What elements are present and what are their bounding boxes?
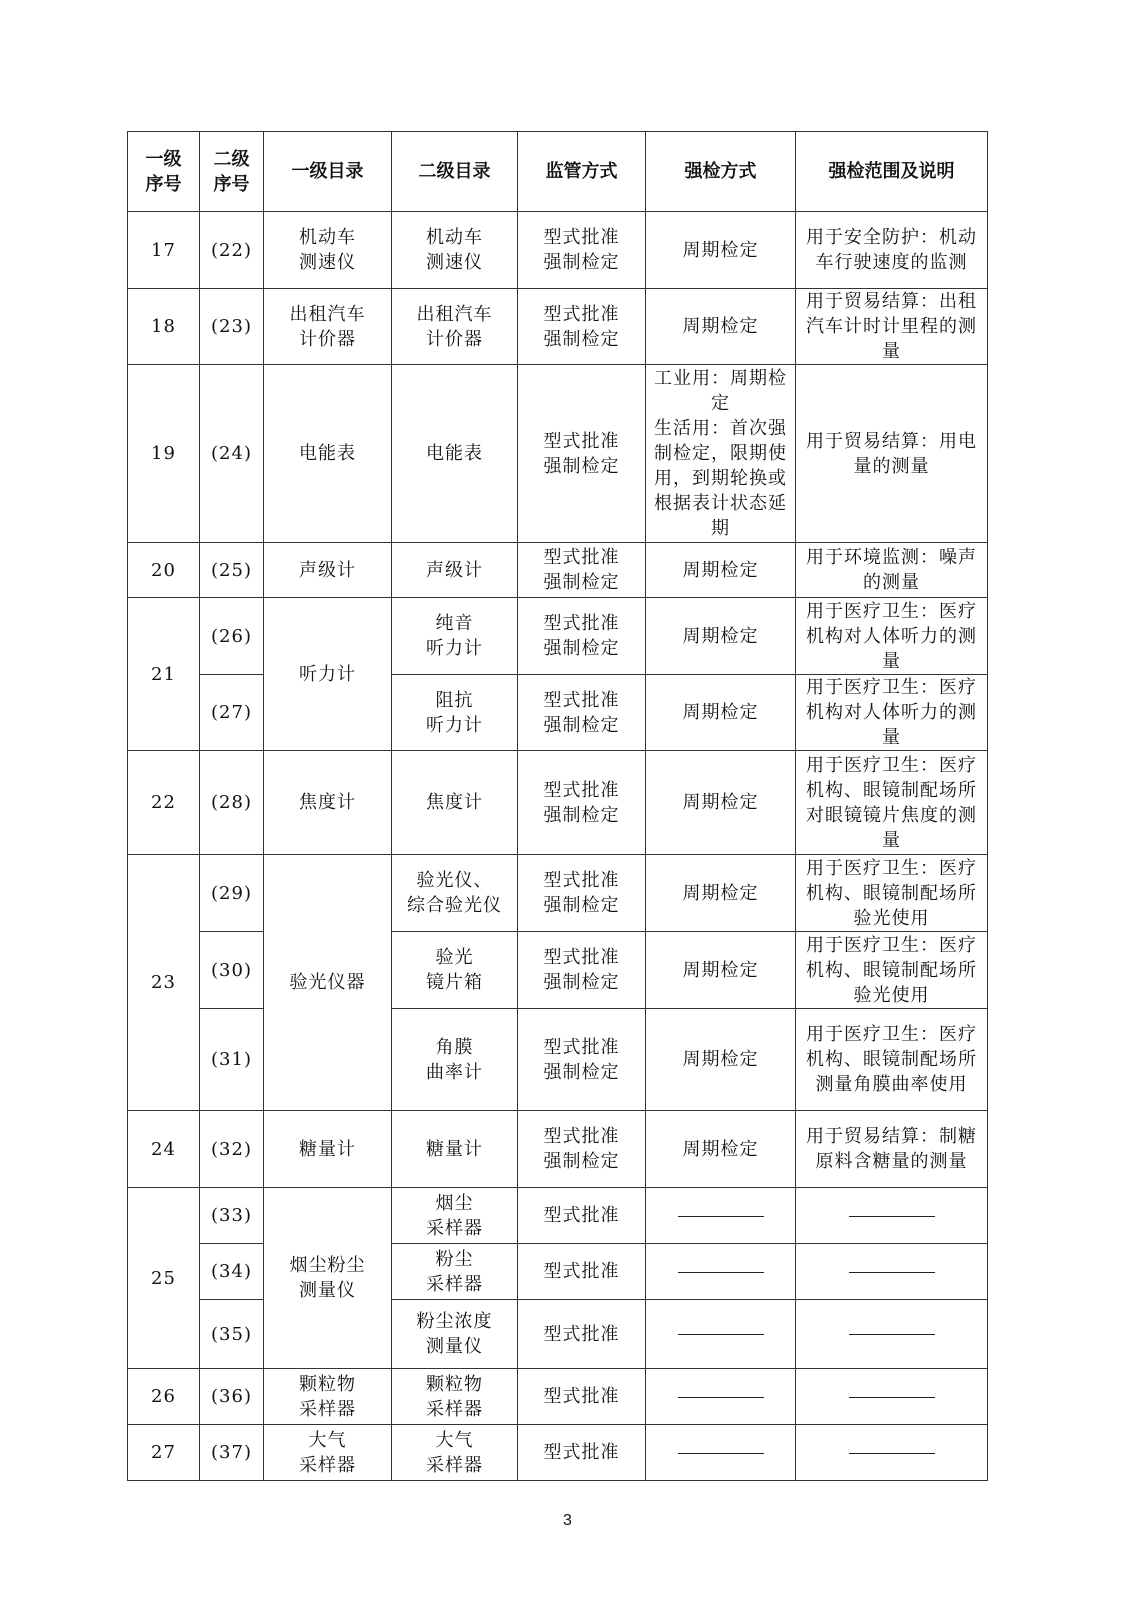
header-verification: 强检方式 <box>646 132 796 212</box>
level2-catalog: 声级计 <box>392 543 518 598</box>
verification: 周期检定 <box>646 1009 796 1111</box>
level2-catalog: 电能表 <box>392 365 518 543</box>
header-row <box>128 132 988 212</box>
level2-no: (24) <box>200 365 264 543</box>
supervision: 型式批准 强制检定 <box>518 932 646 1009</box>
table-row <box>128 365 988 543</box>
verification-empty <box>646 1300 796 1369</box>
header-supervision: 监管方式 <box>518 132 646 212</box>
table-row <box>128 675 988 751</box>
verification: 周期检定 <box>646 675 796 751</box>
header-level1-catalog: 一级目录 <box>264 132 392 212</box>
level1-catalog: 颗粒物 采样器 <box>264 1369 392 1425</box>
dash-line <box>849 1397 935 1398</box>
verification: 周期检定 <box>646 1111 796 1188</box>
table-row <box>128 1244 988 1300</box>
scope-empty <box>796 1369 988 1425</box>
level2-catalog: 验光 镜片箱 <box>392 932 518 1009</box>
supervision: 型式批准 强制检定 <box>518 212 646 289</box>
table-row <box>128 598 988 675</box>
verification: 周期检定 <box>646 932 796 1009</box>
level2-no: (30) <box>200 932 264 1009</box>
header-level2-no: 二级 序号 <box>200 132 264 212</box>
supervision: 型式批准 <box>518 1244 646 1300</box>
level1-catalog: 烟尘粉尘 测量仪 <box>264 1188 392 1369</box>
table-row <box>128 212 988 289</box>
dash-line <box>849 1272 935 1273</box>
table-row <box>128 855 988 932</box>
verification: 周期检定 <box>646 289 796 365</box>
supervision: 型式批准 <box>518 1300 646 1369</box>
table-row <box>128 1369 988 1425</box>
level2-no: (32) <box>200 1111 264 1188</box>
scope-empty <box>796 1244 988 1300</box>
supervision: 型式批准 强制检定 <box>518 855 646 932</box>
table-row <box>128 1009 988 1111</box>
scope-note: 用于医疗卫生：医疗机构、眼镜制配场所对眼镜镜片焦度的测量 <box>796 751 988 855</box>
level1-catalog: 糖量计 <box>264 1111 392 1188</box>
level2-catalog: 出租汽车 计价器 <box>392 289 518 365</box>
scope-note: 用于医疗卫生：医疗机构、眼镜制配场所测量角膜曲率使用 <box>796 1009 988 1111</box>
level1-no: 21 <box>128 598 200 751</box>
level1-catalog: 出租汽车 计价器 <box>264 289 392 365</box>
verification: 周期检定 <box>646 598 796 675</box>
level1-catalog: 声级计 <box>264 543 392 598</box>
supervision: 型式批准 强制检定 <box>518 365 646 543</box>
table-row <box>128 1425 988 1481</box>
level2-no: (33) <box>200 1188 264 1244</box>
level1-no: 18 <box>128 289 200 365</box>
verification: 周期检定 <box>646 751 796 855</box>
level1-catalog: 验光仪器 <box>264 855 392 1111</box>
scope-note: 用于医疗卫生：医疗机构对人体听力的测量 <box>796 675 988 751</box>
level2-no: (23) <box>200 289 264 365</box>
verification-empty <box>646 1244 796 1300</box>
page-number: 3 <box>563 1512 572 1529</box>
supervision: 型式批准 <box>518 1425 646 1481</box>
level1-catalog: 大气 采样器 <box>264 1425 392 1481</box>
scope-note: 用于医疗卫生：医疗机构、眼镜制配场所验光使用 <box>796 855 988 932</box>
scope-empty <box>796 1188 988 1244</box>
supervision: 型式批准 强制检定 <box>518 1009 646 1111</box>
supervision: 型式批准 强制检定 <box>518 543 646 598</box>
level2-no: (34) <box>200 1244 264 1300</box>
level2-catalog: 颗粒物 采样器 <box>392 1369 518 1425</box>
supervision: 型式批准 强制检定 <box>518 751 646 855</box>
level1-catalog: 听力计 <box>264 598 392 751</box>
dash-line <box>678 1453 764 1454</box>
level2-no: (27) <box>200 675 264 751</box>
level1-no: 27 <box>128 1425 200 1481</box>
scope-empty <box>796 1425 988 1481</box>
scope-empty <box>796 1300 988 1369</box>
dash-line <box>849 1216 935 1217</box>
level2-no: (25) <box>200 543 264 598</box>
level2-no: (26) <box>200 598 264 675</box>
level2-no: (28) <box>200 751 264 855</box>
level2-catalog: 粉尘浓度 测量仪 <box>392 1300 518 1369</box>
verification-empty <box>646 1425 796 1481</box>
level1-catalog: 机动车 测速仪 <box>264 212 392 289</box>
level2-no: (35) <box>200 1300 264 1369</box>
level1-no: 22 <box>128 751 200 855</box>
dash-line <box>678 1216 764 1217</box>
table-row <box>128 1300 988 1369</box>
level2-no: (29) <box>200 855 264 932</box>
header-scope: 强检范围及说明 <box>796 132 988 212</box>
level2-catalog: 大气 采样器 <box>392 1425 518 1481</box>
level2-catalog: 角膜 曲率计 <box>392 1009 518 1111</box>
supervision: 型式批准 强制检定 <box>518 289 646 365</box>
level1-catalog: 焦度计 <box>264 751 392 855</box>
level1-no: 20 <box>128 543 200 598</box>
catalog-table <box>127 131 988 1481</box>
level1-no: 19 <box>128 365 200 543</box>
level2-no: (31) <box>200 1009 264 1111</box>
dash-line <box>849 1334 935 1335</box>
table-row <box>128 289 988 365</box>
level1-no: 23 <box>128 855 200 1111</box>
table-row <box>128 543 988 598</box>
scope-note: 用于贸易结算：出租汽车计时计里程的测量 <box>796 289 988 365</box>
dash-line <box>849 1453 935 1454</box>
dash-line <box>678 1272 764 1273</box>
level2-catalog: 验光仪、 综合验光仪 <box>392 855 518 932</box>
verification: 工业用：周期检定 生活用：首次强制检定，限期使用，到期轮换或根据表计状态延期 <box>646 365 796 543</box>
verification-empty <box>646 1188 796 1244</box>
verification: 周期检定 <box>646 855 796 932</box>
level1-no: 17 <box>128 212 200 289</box>
dash-line <box>678 1397 764 1398</box>
supervision: 型式批准 强制检定 <box>518 598 646 675</box>
level1-no: 26 <box>128 1369 200 1425</box>
table-row <box>128 932 988 1009</box>
supervision: 型式批准 <box>518 1369 646 1425</box>
level1-no: 25 <box>128 1188 200 1369</box>
level2-catalog: 粉尘 采样器 <box>392 1244 518 1300</box>
supervision: 型式批准 <box>518 1188 646 1244</box>
scope-note: 用于安全防护：机动车行驶速度的监测 <box>796 212 988 289</box>
level1-no: 24 <box>128 1111 200 1188</box>
verification: 周期检定 <box>646 543 796 598</box>
table-row <box>128 1111 988 1188</box>
level2-no: (37) <box>200 1425 264 1481</box>
level2-no: (22) <box>200 212 264 289</box>
table-row <box>128 1188 988 1244</box>
dash-line <box>678 1334 764 1335</box>
level2-no: (36) <box>200 1369 264 1425</box>
level2-catalog: 烟尘 采样器 <box>392 1188 518 1244</box>
scope-note: 用于贸易结算：制糖原料含糖量的测量 <box>796 1111 988 1188</box>
level2-catalog: 机动车 测速仪 <box>392 212 518 289</box>
scope-note: 用于贸易结算：用电量的测量 <box>796 365 988 543</box>
level1-catalog: 电能表 <box>264 365 392 543</box>
scope-note: 用于医疗卫生：医疗机构对人体听力的测量 <box>796 598 988 675</box>
verification: 周期检定 <box>646 212 796 289</box>
scope-note: 用于医疗卫生：医疗机构、眼镜制配场所验光使用 <box>796 932 988 1009</box>
level2-catalog: 糖量计 <box>392 1111 518 1188</box>
supervision: 型式批准 强制检定 <box>518 675 646 751</box>
level2-catalog: 阻抗 听力计 <box>392 675 518 751</box>
level2-catalog: 纯音 听力计 <box>392 598 518 675</box>
verification-empty <box>646 1369 796 1425</box>
header-level2-catalog: 二级目录 <box>392 132 518 212</box>
scope-note: 用于环境监测：噪声的测量 <box>796 543 988 598</box>
level2-catalog: 焦度计 <box>392 751 518 855</box>
header-level1-no: 一级 序号 <box>128 132 200 212</box>
supervision: 型式批准 强制检定 <box>518 1111 646 1188</box>
table-row <box>128 751 988 855</box>
